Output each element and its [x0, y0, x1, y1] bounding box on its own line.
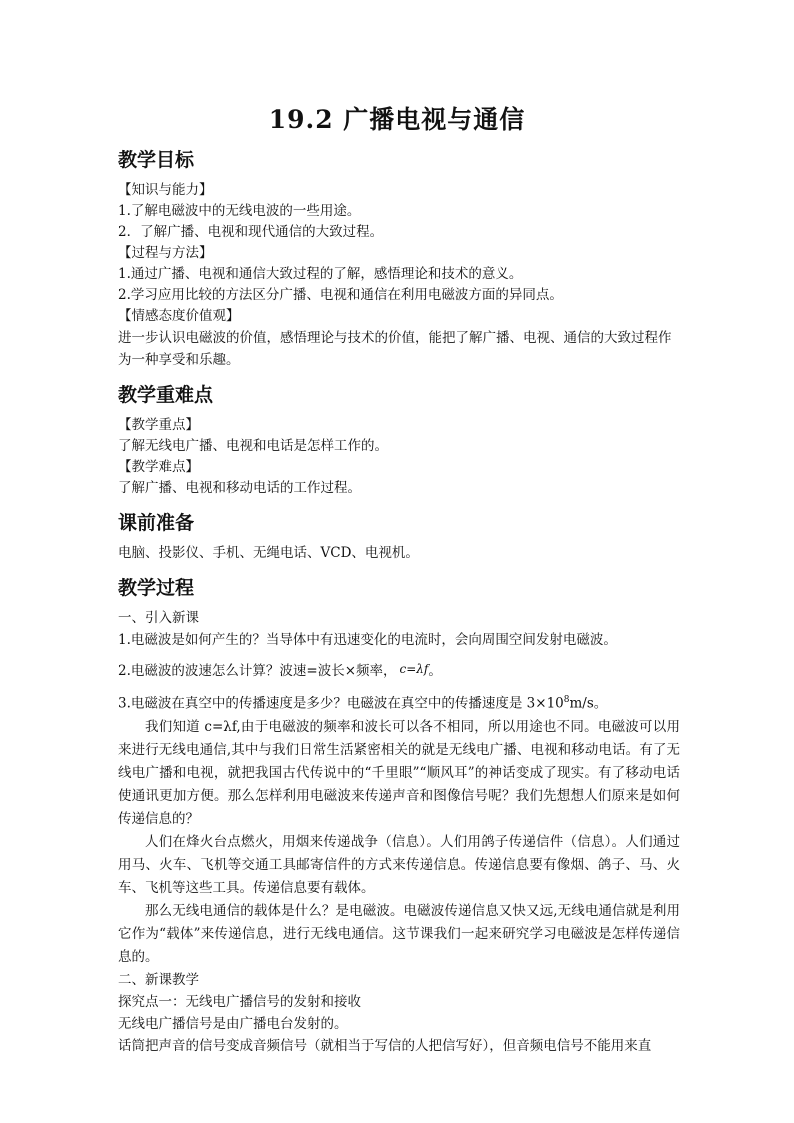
paragraph-carriers: 人们在烽火台点燃火，用烟来传递战争（信息）。人们用鸽子传递信件（信息）。人们通过用马、火车、飞机等交通工具邮寄信件的方式来传递信息。传递信息要有像烟、鸽子、马、火车、飞机等这些工具。传递信息要有载体。	[118, 833, 680, 896]
part-1-heading: 一、引入新课	[118, 610, 199, 626]
section-heading-process: 教学过程	[118, 577, 195, 599]
question-2-end: 。	[428, 663, 442, 679]
prep-text: 电脑、投影仪、手机、无绳电话、VCD、电视机。	[118, 545, 419, 561]
emotion-text: 进一步认识电磁波的价值，感悟理论与技术的价值，能把了解广播、电视、通信的大致过程作为一种享受和乐趣。	[118, 330, 672, 368]
process-item-1: 1.通过广播、电视和通信大致过程的了解，感悟理论和技术的意义。	[118, 266, 523, 282]
broadcast-line: 无线电广播信号是由广播电台发射的。	[118, 1015, 348, 1032]
difficulty-text: 了解广播、电视和移动电话的工作过程。	[118, 480, 361, 496]
knowledge-label: 【知识与能力】	[118, 182, 213, 198]
knowledge-item-1: 1.了解电磁波中的无线电波的一些用途。	[118, 203, 361, 219]
paragraph-intro: 我们知道 c=λf,由于电磁波的频率和波长可以各不相同，所以用途也不同。电磁波可以用来进行无线电通信,其中与我们日常生活紧密相关的就是无线电广播、电视和移动电话。有了无线电广播和电视，就把我国古代传说中的“千里眼”“顺风耳”的神话变成了现实。有了移动电话使通讯更加方便。那么怎样利用电磁波来传递声音和图像信号呢？我们先想想人们原来是如何传递信息的？	[118, 718, 680, 827]
question-1: 1.电磁波是如何产生的？当导体中有迅速变化的电流时，会向周围空间发射电磁波。	[118, 632, 617, 648]
question-3-text: 3.电磁波在真空中的传播速度是多少？电磁波在真空中的传播速度是 3×10	[118, 695, 564, 712]
section-heading-goals: 教学目标	[118, 149, 195, 171]
process-label: 【过程与方法】	[118, 245, 213, 261]
paragraph-radio: 那么无线电通信的载体是什么？是电磁波。电磁波传递信息又快又远,无线电通信就是利用它作为“载体”来传递信息，进行无线电通信。这节课我们一起来研究学习电磁波是怎样传递信息的。	[118, 902, 680, 965]
knowledge-item-2: 2．了解广播、电视和现代通信的大致过程。	[118, 224, 384, 240]
process-body	[118, 608, 680, 1057]
explore-point-1: 探究点一：无线电广播信号的发射和接收	[118, 993, 361, 1010]
question-2-text: 2.电磁波的波速怎么计算？波速=波长×频率，	[118, 663, 397, 679]
question-3-exponent: 8	[563, 695, 570, 705]
part-2-heading: 二、新课教学	[118, 971, 199, 988]
difficulty-label: 【教学难点】	[118, 459, 199, 475]
page-title: 19.2 广播电视与通信	[268, 105, 526, 134]
focus-label: 【教学重点】	[118, 417, 199, 433]
question-3-unit: m/s。	[569, 695, 608, 712]
question-3	[118, 688, 680, 716]
section-heading-prep: 课前准备	[118, 512, 195, 534]
section-heading-key-points: 教学重难点	[118, 384, 214, 406]
wave-formula: c=λf	[399, 662, 429, 676]
question-2	[118, 652, 680, 688]
document-body	[118, 146, 680, 1057]
focus-text: 了解无线电广播、电视和电话是怎样工作的。	[118, 438, 388, 454]
microphone-line: 话筒把声音的信号变成音频信号（就相当于写信的人把信写好），但音频电信号不能用来直	[118, 1037, 652, 1054]
process-item-2: 2.学习应用比较的方法区分广播、电视和通信在利用电磁波方面的异同点。	[118, 287, 563, 303]
emotion-label: 【情感态度价值观】	[118, 308, 240, 324]
